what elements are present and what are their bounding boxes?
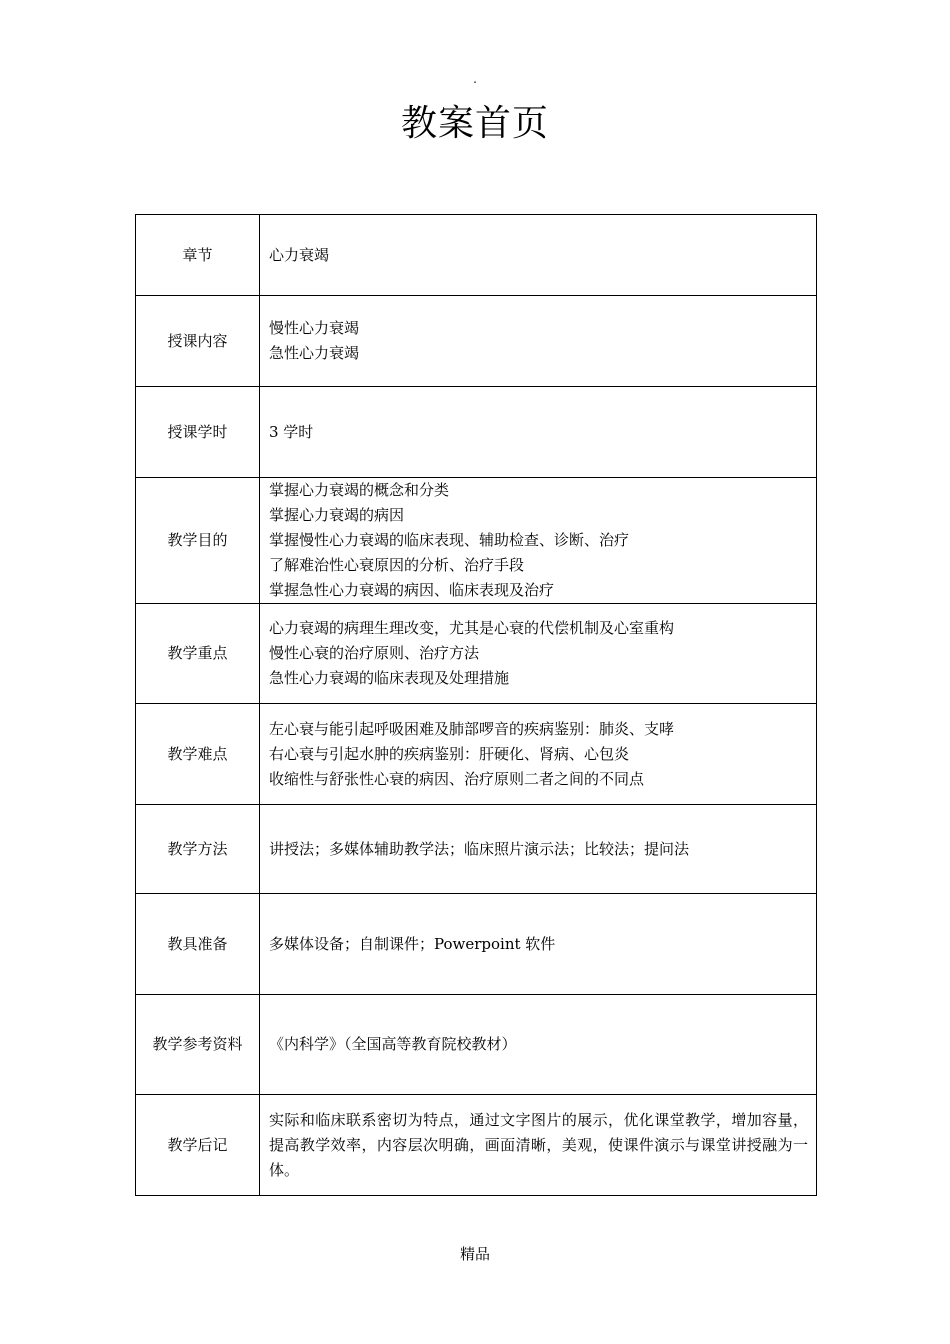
table-row-chapter <box>136 215 817 296</box>
row-label-teaching-objectives: 教学目的 <box>136 478 260 604</box>
content-line: 左心衰与能引起呼吸困难及肺部啰音的疾病鉴别：肺炎、支哮 <box>269 719 675 738</box>
row-label-teaching-content: 授课内容 <box>136 296 260 387</box>
content-line: 慢性心衰的治疗原则、治疗方法 <box>269 644 480 662</box>
content-line: 右心衰与引起水肿的疾病鉴别：肝硬化、肾病、心包炎 <box>269 744 630 763</box>
row-content-class-hours <box>260 387 817 478</box>
row-label-class-hours: 授课学时 <box>136 387 260 478</box>
content-line: 掌握心力衰竭的概念和分类 <box>269 481 450 499</box>
content-line: 掌握慢性心力衰竭的临床表现、辅助检查、诊断、治疗 <box>269 531 630 549</box>
content-paragraph: 实际和临床联系密切为特点，通过文字图片的展示，优化课堂教学，增加容量，提高教学效率，内容层次明确，画面清晰，美观，使课件演示与课堂讲授融为一体。 <box>269 1110 808 1179</box>
row-content-teaching-methods <box>260 805 817 894</box>
row-label-teaching-aids: 教具准备 <box>136 894 260 995</box>
content-line: 心力衰竭 <box>269 245 330 264</box>
row-content-difficulties <box>260 704 817 805</box>
table-row-references <box>136 995 817 1095</box>
table-row-teaching-content <box>136 296 817 387</box>
content-line: 心力衰竭的病理生理改变，尤其是心衰的代偿机制及心室重构 <box>269 619 675 637</box>
table-row-postscript <box>136 1095 817 1196</box>
row-content-teaching-objectives <box>260 478 817 604</box>
row-content-key-points <box>260 604 817 704</box>
content-line: 掌握心力衰竭的病因 <box>269 506 405 524</box>
content-line: 慢性心力衰竭 <box>269 319 360 337</box>
table-row-teaching-aids <box>136 894 817 995</box>
row-content-teaching-content <box>260 296 817 387</box>
row-content-teaching-aids <box>260 894 817 995</box>
row-content-references <box>260 995 817 1095</box>
content-line: 3 学时 <box>269 422 314 441</box>
page-title: 教案首页 <box>400 103 549 144</box>
content-line: 了解难治性心衰原因的分析、治疗手段 <box>269 556 525 574</box>
lesson-plan-table <box>135 214 817 1196</box>
table-row-key-points <box>136 604 817 704</box>
table-row-teaching-objectives <box>136 478 817 604</box>
content-line: 收缩性与舒张性心衰的病因、治疗原则二者之间的不同点 <box>269 769 645 788</box>
row-label-references: 教学参考资料 <box>136 995 260 1095</box>
content-line: 讲授法；多媒体辅助教学法；临床照片演示法；比较法；提问法 <box>269 839 690 858</box>
table-row-class-hours <box>136 387 817 478</box>
row-content-chapter <box>260 215 817 296</box>
content-line: 多媒体设备；自制课件；Powerpoint 软件 <box>269 934 556 953</box>
row-label-difficulties: 教学难点 <box>136 704 260 805</box>
footer-text: 精品 <box>459 1245 490 1263</box>
row-label-teaching-methods: 教学方法 <box>136 805 260 894</box>
content-line: 掌握急性心力衰竭的病因、临床表现及治疗 <box>269 581 555 599</box>
table-row-difficulties <box>136 704 817 805</box>
row-label-postscript: 教学后记 <box>136 1095 260 1196</box>
row-label-chapter: 章节 <box>136 215 260 296</box>
content-line: 急性心力衰竭 <box>269 344 360 362</box>
header-dot: . <box>473 72 477 86</box>
row-content-postscript <box>260 1095 817 1196</box>
content-line: 急性心力衰竭的临床表现及处理措施 <box>269 669 510 687</box>
row-label-key-points: 教学重点 <box>136 604 260 704</box>
table-row-teaching-methods <box>136 805 817 894</box>
content-line: 《内科学》（全国高等教育院校教材） <box>269 1035 517 1053</box>
